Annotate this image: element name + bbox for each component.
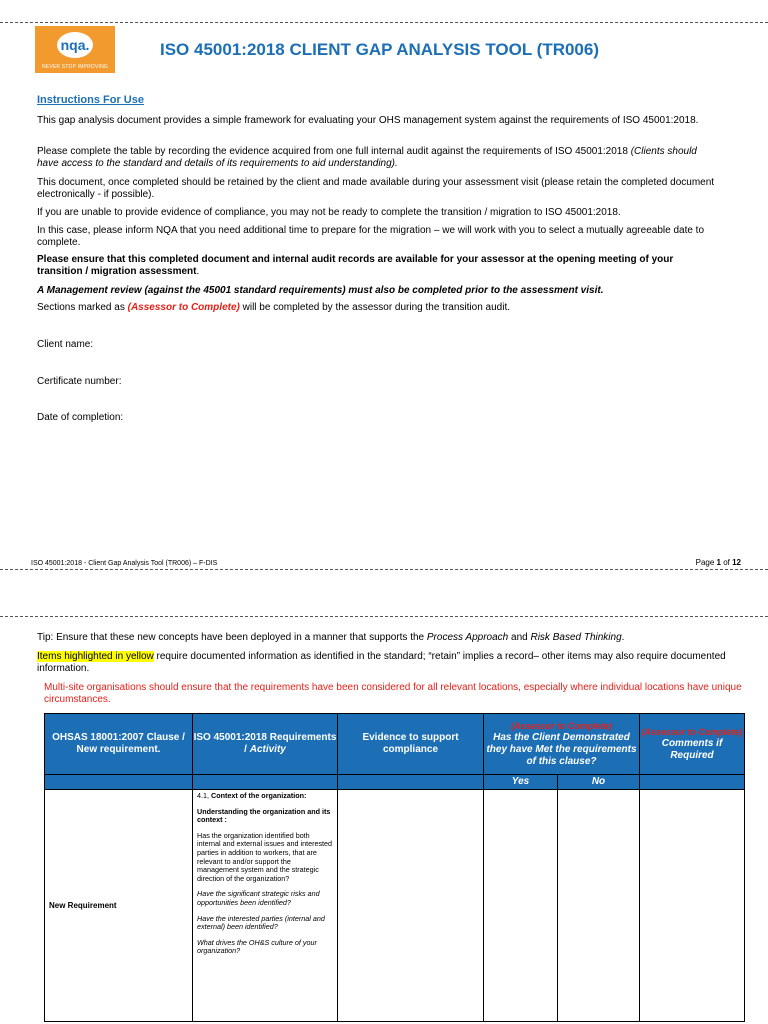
tip-end: . <box>621 632 625 643</box>
document-title: ISO 45001:2018 CLIENT GAP ANALYSIS TOOL (TR006) <box>160 40 600 59</box>
multisite-note: Multi-site organisations should ensure that the requirements have been considered for all relevant locations, especially where individual locations have unique circumstances. <box>44 682 742 705</box>
evidence-cell[interactable] <box>338 790 484 1022</box>
header-demonstrated <box>484 714 640 775</box>
row-iso-requirements <box>193 790 338 1022</box>
page-num: 1 <box>716 558 721 567</box>
no-cell[interactable] <box>558 790 640 1022</box>
tip-and: and <box>508 632 531 643</box>
subheader-yes: Yes <box>484 775 558 790</box>
assessor-note: (Assessor to Complete) <box>127 302 240 313</box>
tip-process: Process Approach <box>426 632 509 643</box>
tip-line <box>37 632 757 644</box>
p2-italic: (Clients should have access to the standard and details of its requirements to aid understanding). <box>37 146 697 169</box>
logo-badge: nqa. <box>57 32 93 58</box>
client-name-label: Client name: <box>37 339 94 350</box>
clause-title: Context of the organization: <box>211 791 307 800</box>
page-total: 12 <box>732 558 741 567</box>
yes-cell[interactable] <box>484 790 558 1022</box>
p6-text: Please ensure that this completed document and internal audit records are available for your assessor at the opening meeting of your transition / migration assessment <box>37 254 674 277</box>
question-4: What drives the OH&S culture of your organization? <box>197 937 317 956</box>
header-iso <box>193 714 338 775</box>
clause-number: 4.1, <box>197 791 211 800</box>
footer-doc-ref: ISO 45001:2018 - Client Gap Analysis Tool (TR006) – F-DIS <box>31 560 218 567</box>
logo-tagline: NEVER STOP IMPROVING <box>41 64 109 70</box>
comments-cell[interactable] <box>640 790 745 1022</box>
page2-top-rule <box>0 616 768 617</box>
instructions-heading: Instructions For Use <box>37 94 144 106</box>
subheader-blank-1 <box>45 775 193 790</box>
subheader-blank-3 <box>338 775 484 790</box>
nqa-logo <box>35 26 115 73</box>
subheader-blank-2 <box>193 775 338 790</box>
header-assessor-note-2: (Assessor to Complete) <box>641 726 743 737</box>
header-iso-activity: Activity <box>249 744 286 755</box>
instructions-p6 <box>37 254 717 277</box>
table-row <box>45 790 745 1022</box>
header-comments <box>640 714 745 775</box>
page-word: Page <box>695 558 717 567</box>
header-ohsas: OHSAS 18001:2007 Clause / New requirement. <box>45 714 193 775</box>
highlight-note <box>37 651 757 674</box>
instructions-p4: If you are unable to provide evidence of compliance, you may not be ready to complete the transition / migration to ISO 45001:2018. <box>37 207 621 218</box>
question-2: Have the significant strategic risks and opportunities been identified? <box>197 889 320 907</box>
footer-page-number <box>696 558 741 567</box>
instructions-p1: This gap analysis document provides a simple framework for evaluating your OHS management system against the requirements of ISO 45001:2018. <box>37 115 699 126</box>
header-demonstrated-text: Has the Client Demonstrated they have Met the requirements of this clause? <box>486 731 637 767</box>
header-assessor-note-1: (Assessor to Complete) <box>510 720 613 731</box>
header-evidence: Evidence to support compliance <box>338 714 484 775</box>
header-iso-text: ISO 45001:2018 Requirements / <box>193 732 337 755</box>
instructions-p8 <box>37 302 717 314</box>
question-1: Has the organization identified both internal and external issues and interested parties in addition to workers, that are relevant to and/or support the management system and the strategic direction of the organization? <box>197 830 333 883</box>
instructions-p7: A Management review (against the 45001 standard requirements) must also be completed prior to the assessment visit. <box>37 285 604 296</box>
date-of-completion-label: Date of completion: <box>37 412 124 423</box>
clause-subtitle: Understanding the organization and its context : <box>197 806 331 825</box>
p8-a: Sections marked as <box>37 302 128 313</box>
highlight-note-text: require documented information as identified in the standard; “retain” implies a record– other items may also require documented information. <box>37 651 726 674</box>
instructions-p3: This document, once completed should be retained by the client and made available during your assessment visit (please retain the completed document electronically - if possible). <box>37 177 715 200</box>
page-top-rule <box>0 22 768 23</box>
of-word: of <box>720 558 733 567</box>
row-requirement: New Requirement <box>45 790 193 1022</box>
highlighted-text: Items highlighted in yellow <box>37 651 154 662</box>
instructions-p2 <box>37 146 717 169</box>
certificate-number-label: Certificate number: <box>37 376 122 387</box>
header-comments-text: Comments if Required <box>661 737 723 761</box>
instructions-p5: In this case, please inform NQA that you need additional time to prepare for the migration – we will work with you to select a mutually agreeable date to complete. <box>37 225 705 248</box>
tip-risk: Risk Based Thinking <box>530 632 622 643</box>
subheader-blank-4 <box>640 775 745 790</box>
p2-text: Please complete the table by recording the evidence acquired from one full internal audit against the requirements of ISO 45001:2018 <box>37 146 631 157</box>
question-3: Have the interested parties (internal and external) been identified? <box>197 913 325 932</box>
gap-analysis-table <box>44 713 745 1022</box>
page-bottom-rule <box>0 569 768 570</box>
tip-a: Tip: Ensure that these new concepts have been deployed in a manner that supports the <box>37 632 427 643</box>
subheader-no: No <box>558 775 640 790</box>
p6-end: . <box>196 265 200 277</box>
p8-c: will be completed by the assessor during the transition audit. <box>239 302 511 313</box>
